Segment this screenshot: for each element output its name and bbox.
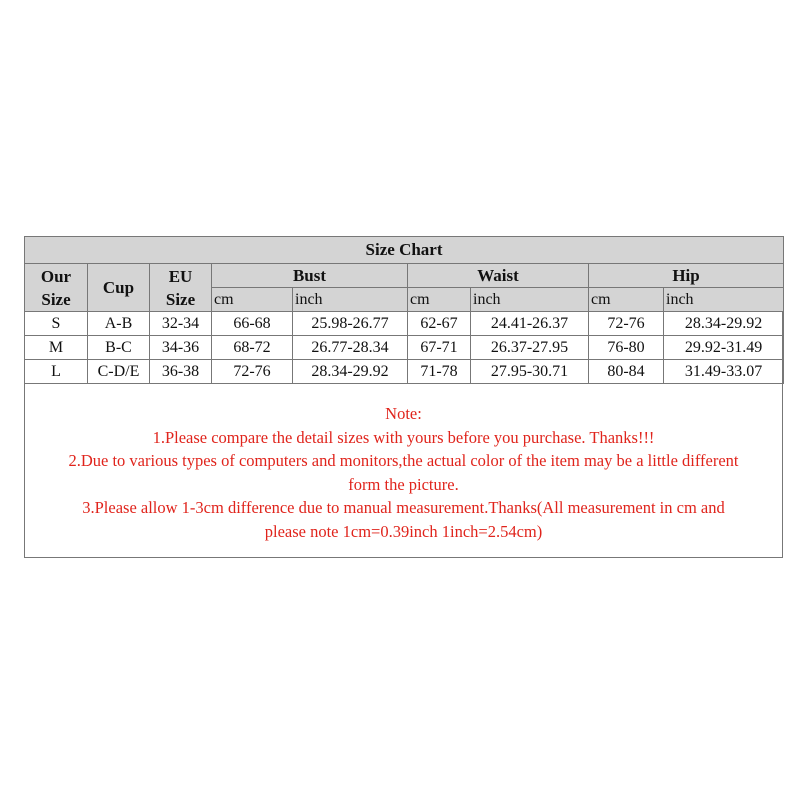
table-row [25,360,784,384]
waist-cm-header: cm [408,288,471,312]
header-eu-size-line2: Size [165,289,196,309]
table-row [25,336,784,360]
table-cell: 31.49-33.07 [664,360,784,384]
table-cell: S [25,312,88,336]
note-line-3b: please note 1cm=0.39inch 1inch=2.54cm) [264,521,543,541]
header-our-size-line1: Our [40,266,72,286]
note-block [24,402,783,543]
hip-cm-header: cm [589,288,664,312]
table-cell: A-B [88,312,150,336]
table-cell: 32-34 [150,312,212,336]
table-cell: 25.98-26.77 [293,312,408,336]
table-cell: 36-38 [150,360,212,384]
bust-inch-header: inch [293,288,408,312]
table-cell: 68-72 [212,336,293,360]
table-cell: 34-36 [150,336,212,360]
note-line-1: 1.Please compare the detail sizes with yours before you purchase. Thanks!!! [152,427,655,447]
header-cup: Cup [88,264,150,312]
bust-cm-header: cm [212,288,293,312]
size-chart-table [24,236,784,384]
hip-inch-header: inch [664,288,784,312]
header-our-size [25,264,88,312]
table-cell: 72-76 [212,360,293,384]
table-cell: C-D/E [88,360,150,384]
note-line-2a: 2.Due to various types of computers and monitors,the actual color of the item may be a little different [68,451,739,470]
header-bust: Bust [212,264,408,288]
table-row [25,312,784,336]
waist-inch-header: inch [471,288,589,312]
table-cell: B-C [88,336,150,360]
header-eu-size [150,264,212,312]
note-line-3a: 3.Please allow 1-3cm difference due to manual measurement.Thanks(All measurement in cm and [82,498,725,517]
note-heading: Note: [385,404,422,423]
header-waist: Waist [408,264,589,288]
note-line-2b: form the picture. [348,474,459,494]
header-eu-size-line1: EU [168,266,193,286]
table-cell: 71-78 [408,360,471,384]
table-cell: 80-84 [589,360,664,384]
size-chart-title: Size Chart [25,237,784,264]
table-cell: 28.34-29.92 [664,312,784,336]
table-cell: 24.41-26.37 [471,312,589,336]
table-cell: 66-68 [212,312,293,336]
table-cell: 76-80 [589,336,664,360]
table-cell: 72-76 [589,312,664,336]
table-cell: 28.34-29.92 [293,360,408,384]
table-cell: M [25,336,88,360]
table-cell: 67-71 [408,336,471,360]
table-cell: 26.77-28.34 [293,336,408,360]
table-cell: L [25,360,88,384]
header-our-size-line2: Size [41,289,71,309]
table-cell: 26.37-27.95 [471,336,589,360]
table-cell: 27.95-30.71 [471,360,589,384]
table-cell: 62-67 [408,312,471,336]
header-hip: Hip [589,264,784,288]
table-cell: 29.92-31.49 [664,336,784,360]
